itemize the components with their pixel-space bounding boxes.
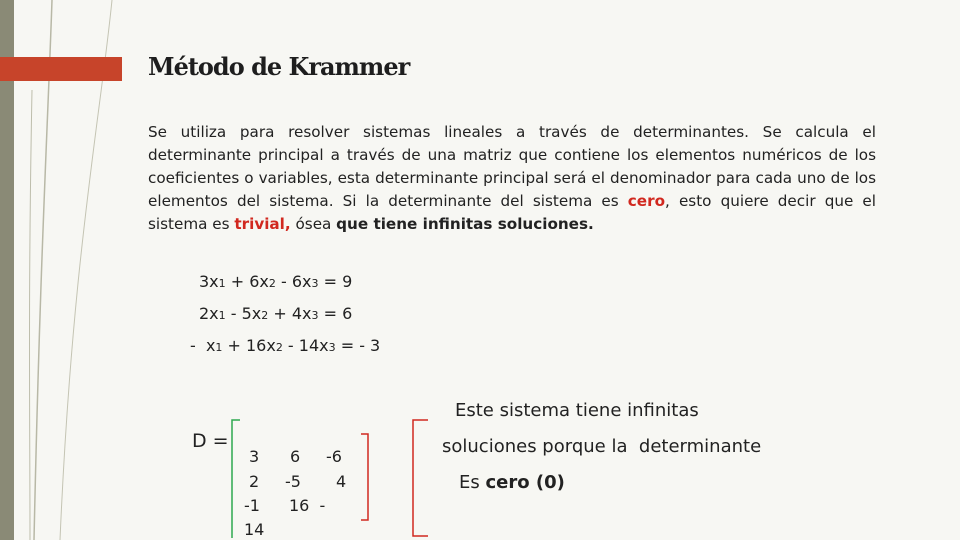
equation-2: 2x1 - 5x2 + 4x3 = 6 [199,304,353,323]
note-line-2: soluciones porque la determinante [442,436,762,457]
matrix-cell: 2 [249,472,260,491]
highlight-cero: cero [627,192,666,210]
paragraph-text-2: , esto quiere decir que el sistema es [148,192,876,233]
matrix-cell: 4 [336,472,347,491]
note-line-1: Este sistema tiene infinitas [455,400,699,421]
note-line-3: Es cero (0) [459,472,565,493]
highlight-trivial: trivial, [234,215,291,233]
bold-conclusion: que tiene infinitas soluciones. [336,215,594,233]
left-bracket-green [232,420,240,538]
left-bracket-red [413,420,428,536]
slide-title: Método de Krammer [148,52,410,81]
paragraph-text-1: Se utiliza para resolver sistemas lineales a través de determinantes. Se calcula el determinante principal a través de una matriz que contiene los elementos numéricos de los coeficientes o variables, esta determinante principal será el denominador para cada uno de los elementos del sistema. Si la determinante del sistema es [148,123,876,210]
equation-3: - x1 + 16x2 - 14x3 = - 3 [190,336,381,355]
matrix-cell: 6 [290,447,301,466]
matrix-cell: 16 - [289,496,326,515]
right-bracket-red [361,434,368,520]
matrix-cell: -6 [326,447,342,466]
determinant-label: D = [192,430,229,452]
equation-1: 3x1 + 6x2 - 6x3 = 9 [199,272,353,291]
paragraph-text-3: ósea [290,215,337,233]
matrix-cell: 3 [249,447,260,466]
matrix-cell: -5 [285,472,301,491]
matrix-cell: 14 [244,520,265,539]
matrix-cell: -1 [244,496,260,515]
